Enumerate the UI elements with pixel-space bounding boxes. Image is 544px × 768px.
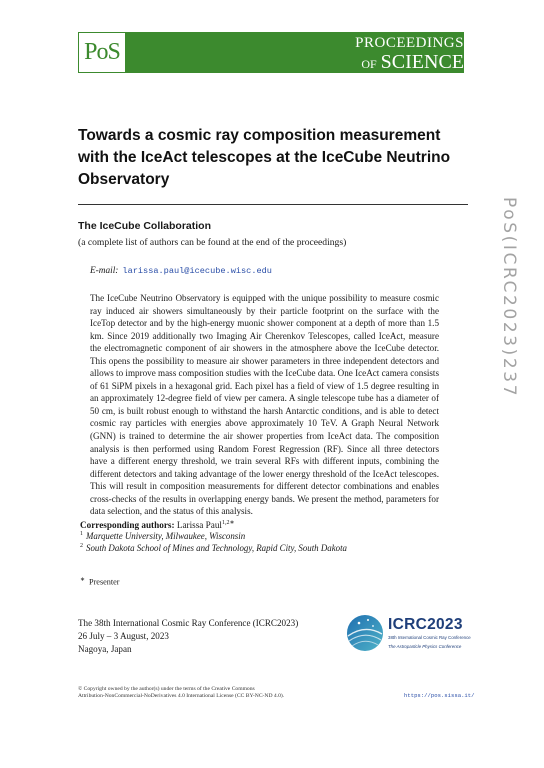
header-of-science: [361, 51, 464, 74]
pos-logo: [78, 32, 126, 73]
collaboration-name: The IceCube Collaboration: [78, 220, 212, 232]
pos-logo-text: PoS: [84, 39, 120, 65]
icrc-logo-tagline: The Astroparticle Physics Conference: [388, 644, 462, 649]
paper-title: Towards a cosmic ray composition measurement with the IceAct telescopes at the IceCube Neutrino Observatory: [78, 127, 451, 188]
icrc-logo-subtitle: 38th International Cosmic Ray Conference: [388, 635, 471, 640]
pos-url-link[interactable]: https://pos.sissa.it/: [404, 692, 475, 699]
conference-name: The 38th International Cosmic Ray Conference (ICRC2023): [78, 618, 299, 628]
pos-sidebar: [494, 197, 524, 497]
email-link[interactable]: larissa.paul@icecube.wisc.edu: [122, 266, 272, 276]
title-divider: [78, 204, 468, 205]
corresponding-name: Larissa Paul: [176, 520, 222, 531]
conference-location: Nagoya, Japan: [78, 644, 132, 654]
header-science: SCIENCE: [380, 51, 464, 73]
email-label: E-mail:: [90, 266, 119, 276]
header-of: OF: [361, 57, 377, 71]
presenter-footnote: [80, 576, 120, 587]
affiliation-2-num: 2: [80, 543, 83, 550]
affiliation-2-text: South Dakota School of Mines and Technology, Rapid City, South Dakota: [86, 543, 347, 553]
copyright-line-1: © Copyright owned by the author(s) under the terms of the Creative Commons: [78, 686, 255, 692]
header-proceedings: PROCEEDINGS: [355, 35, 464, 51]
conference-dates: 26 July – 3 August, 2023: [78, 631, 169, 641]
pos-identifier: PoS(ICRC2023)237: [499, 197, 519, 399]
affiliation-1: [80, 531, 245, 541]
icrc-logo-title: ICRC2023: [388, 616, 463, 633]
affiliation-1-num: 1: [80, 531, 83, 538]
presenter-text: Presenter: [89, 577, 120, 587]
corresponding-sup: 1,2∗: [222, 520, 235, 526]
corresponding-label: Corresponding authors:: [80, 520, 175, 531]
affiliation-2: [80, 543, 347, 553]
copyright-line-2: Attribution-NonCommercial-NoDerivatives 4.0 International License (CC BY-NC-ND 4.0).: [78, 693, 285, 699]
email-row: [90, 266, 272, 276]
presenter-mark: ∗: [80, 577, 86, 583]
affiliation-1-text: Marquette University, Milwaukee, Wisconsin: [86, 531, 246, 541]
abstract-text: The IceCube Neutrino Observatory is equipped with the unique possibility to measure cosmic ray induced air showers simultaneously by their particle footprint on the surface with the IceTop detector and by the high-energy muonic shower component at a depth of more than 1.5 km. Since 2019 additionally two Imaging Air Cherenkov Telescopes, called IceAct, measure the electromagnetic component of air showers in the atmosphere above the IceCube detector. This opens the possibility to measure air shower parameters in three independent detectors and allows to improve mass composition studies with the IceCube data. One IceAct camera consists of 61 SiPM pixels in a hexagonal grid. Each pixel has a field of view of 1.5 degree resulting in an approximately 12-degree field of view per camera. A single telescope tube has a diameter of 50 cm, is built robust enough to withstand the harsh Antarctic conditions, and is able to detect cosmic ray particles with energies above approximately 10 TeV. A Graph Neural Network (GNN) is trained to determine the air shower properties from IceAct data. The composition analysis is then performed using Random Forest Regression (RF). Since all three detectors have a different energy threshold, we train several RFs with different inputs, combining the different detectors and taking advantage of the lower energy threshold of the IceAct telescopes. This will result in composition measurements for different detector combinations and enables cross-checks of the results in overlapping energy bands. We present the method, parameters for data selection, and the status of this analysis.: [90, 293, 439, 517]
collaboration-note: (a complete list of authors can be found at the end of the proceedings): [78, 237, 347, 248]
corresponding-authors: [80, 519, 235, 530]
